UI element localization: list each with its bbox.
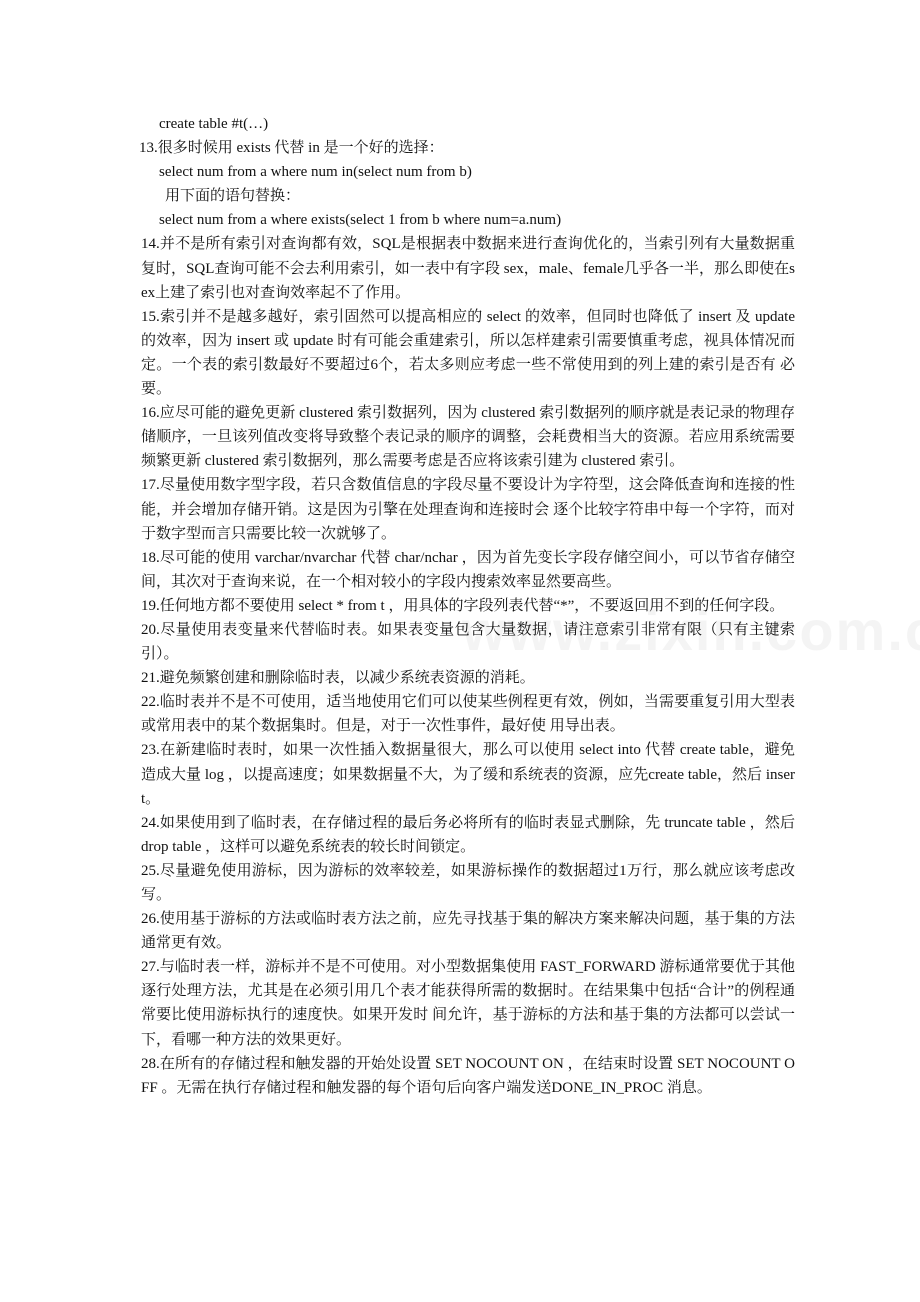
code-line-create-table: create table #t(…)	[159, 116, 269, 132]
tip-18: 18.尽可能的使用 varchar/nvarchar 代替 char/nchar ，因为首先变长字段存储空间小，可以节省存储空间，其次对于查询来说，在一个相对较小的字段内搜索效率显然要高些。	[141, 549, 795, 590]
replace-note: 用下面的语句替换：	[165, 188, 301, 205]
tip-19: 19.任何地方都不要使用 select * from t ，用具体的字段列表代替“*”，不要返回用不到的任何字段。	[141, 597, 785, 614]
code-line-select-in: select num from a where num in(select num from b)	[159, 164, 472, 181]
tip-21: 21.避免频繁创建和删除临时表，以减少系统表资源的消耗。	[141, 670, 535, 687]
tip-27: 27.与临时表一样，游标并不是不可使用。对小型数据集使用 FAST_FORWARD 游标通常要优于其他逐行处理方法，尤其是在必须引用几个表才能获得所需的数据时。在结果集中包括“合计”的例程通常要比使用游标执行的速度快。如果开发时 间允许，基于游标的方法和基于集的方法都可以尝试一下，看哪一种方法的效果更好。	[141, 959, 795, 1048]
tip-13-heading: 13.很多时候用 exists 代替 in 是一个好的选择：	[139, 140, 444, 157]
tip-22: 22.临时表并不是不可使用，适当地使用它们可以使某些例程更有效，例如，当需要重复引用大型表或常用表中的某个数据集时。但是，对于一次性事件，最好使 用导出表。	[141, 694, 795, 735]
tip-24: 24.如果使用到了临时表，在存储过程的最后务必将所有的临时表显式删除，先 truncate table ，然后 drop table ，这样可以避免系统表的较长时间锁定。	[141, 814, 795, 855]
tip-16: 16.应尽可能的避免更新 clustered 索引数据列，因为 clustered 索引数据列的顺序就是表记录的物理存储顺序，一旦该列值改变将导致整个表记录的顺序的调整，会耗费相当大的资源。若应用系统需要频繁更新 clustered 索引数据列，那么需要考虑是否应将该索引建为 clustered 索引。	[141, 405, 795, 470]
code-line-select-exists: select num from a where exists(select 1 from b where num=a.num)	[159, 212, 562, 229]
tip-20: 20.尽量使用表变量来代替临时表。如果表变量包含大量数据，请注意索引非常有限（只有主键索引）。	[141, 621, 795, 663]
document-body	[139, 112, 795, 1100]
tip-15: 15.索引并不是越多越好，索引固然可以提高相应的 select 的效率，但同时也降低了 insert 及 update 的效率，因为 insert 或 update 时有可能会重建索引，所以怎样建索引需要慎重考虑，视具体情况而定。一个表的索引数最好不要超过6个，若太多则应考虑一些不常使用到的列上建的索引是否有 必要。	[141, 308, 795, 398]
tip-14: 14.并不是所有索引对查询都有效，SQL是根据表中数据来进行查询优化的，当索引列有大量数据重复时，SQL查询可能不会去利用索引，如一表中有字段 sex，male、female几乎各一半，那么即使在sex上建了索引也对查询效率起不了作用。	[141, 236, 795, 301]
tip-26: 26.使用基于游标的方法或临时表方法之前，应先寻找基于集的解决方案来解决问题，基于集的方法通常更有效。	[141, 911, 795, 952]
tip-23: 23.在新建临时表时，如果一次性插入数据量很大，那么可以使用 select into 代替 create table，避免造成大量 log ，以提高速度；如果数据量不大，为了缓和系统表的资源，应先create table，然后 insert。	[141, 742, 795, 807]
tip-25: 25.尽量避免使用游标，因为游标的效率较差，如果游标操作的数据超过1万行，那么就应该考虑改写。	[141, 862, 795, 903]
tip-17: 17.尽量使用数字型字段，若只含数值信息的字段尽量不要设计为字符型，这会降低查询和连接的性能，并会增加存储开销。这是因为引擎在处理查询和连接时会 逐个比较字符串中每一个字符，而对于数字型而言只需要比较一次就够了。	[141, 477, 795, 542]
tip-28: 28.在所有的存储过程和触发器的开始处设置 SET NOCOUNT ON ，在结束时设置 SET NOCOUNT OFF 。无需在执行存储过程和触发器的每个语句后向客户端发送DONE_IN_PROC 消息。	[141, 1055, 795, 1096]
